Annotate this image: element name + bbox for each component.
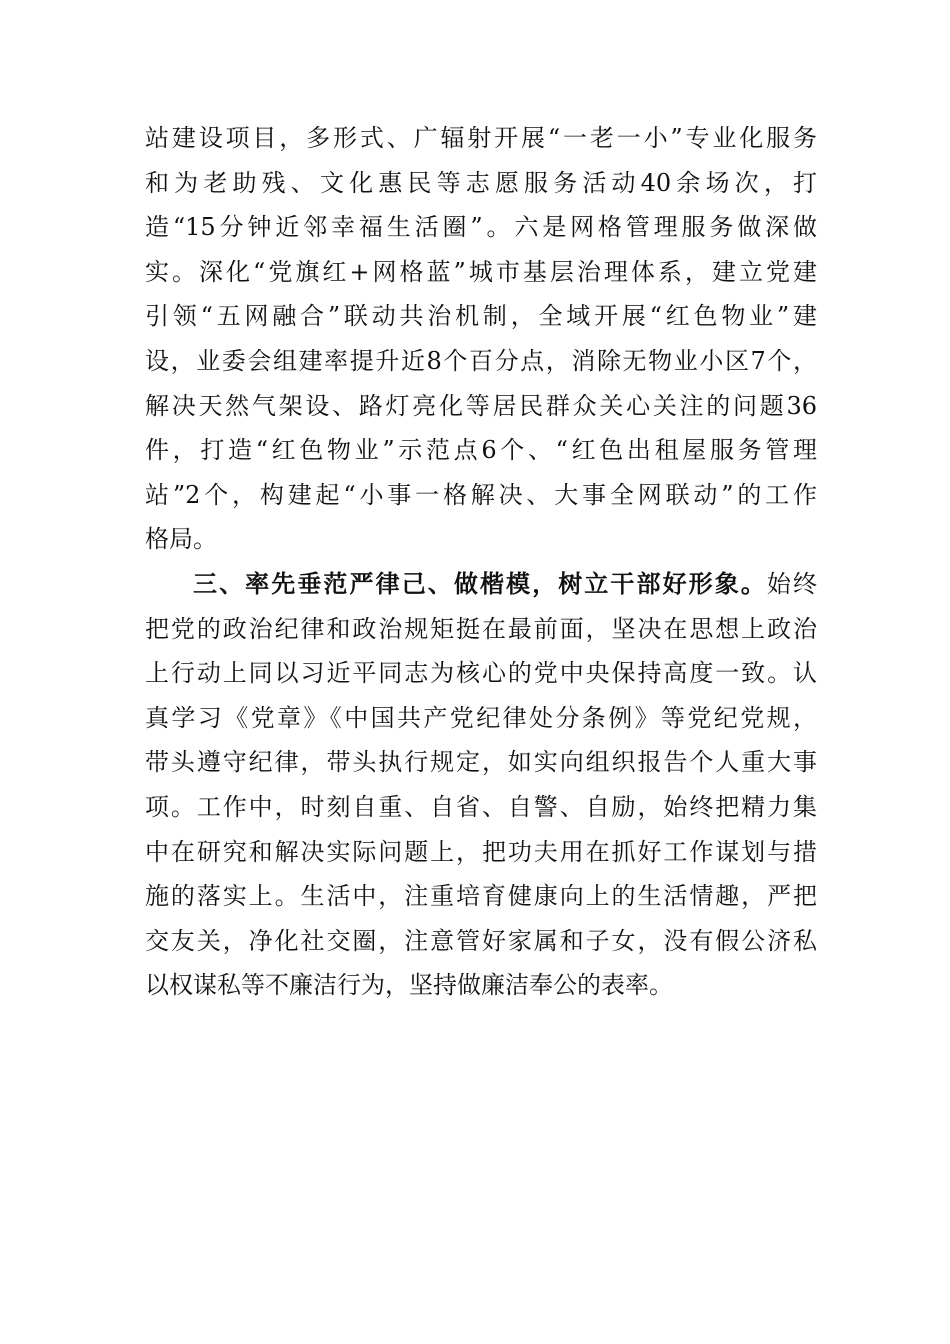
text-line: 把党的政治纪律和政治规矩挺在最前面，坚决在思想上政治	[145, 614, 817, 643]
text-line: 造“15分钟近邻幸福生活圈”。六是网格管理服务做深做	[145, 213, 817, 242]
text-line: 和为老助残、文化惠民等志愿服务活动40余场次，打	[145, 168, 817, 197]
section-heading-line	[145, 562, 817, 607]
text-line: 设，业委会组建率提升近8个百分点，消除无物业小区7个，	[145, 346, 817, 375]
text-line: 以权谋私等不廉洁行为，坚持做廉洁奉公的表率。	[145, 971, 673, 1000]
paragraph-2	[145, 562, 817, 1008]
text-line: 上行动上同以习近平同志为核心的党中央保持高度一致。认	[145, 659, 817, 688]
text-line: 引领“五网融合”联动共治机制，全域开展“红色物业”建	[145, 302, 817, 331]
text-line: 项。工作中，时刻自重、自省、自警、自励，始终把精力集	[145, 792, 817, 821]
text-line: 解决天然气架设、路灯亮化等居民群众关心关注的问题36	[145, 391, 817, 420]
text-line: 站”2个，构建起“小事一格解决、大事全网联动”的工作	[145, 480, 817, 509]
text-line: 格局。	[145, 525, 217, 554]
text-line: 带头遵守纪律，带头执行规定，如实向组织报告个人重大事	[145, 748, 817, 777]
body-text	[145, 116, 817, 1008]
heading-line-rest: 始终	[766, 569, 818, 598]
text-line: 站建设项目，多形式、广辐射开展“一老一小”专业化服务	[145, 124, 817, 152]
text-line: 真学习《党章》《中国共产党纪律处分条例》等党纪党规，	[145, 703, 817, 732]
section-heading: 三、率先垂范严律己、做楷模，树立干部好形象。	[193, 569, 767, 598]
text-line: 中在研究和解决实际问题上，把功夫用在抓好工作谋划与措	[145, 837, 817, 866]
paragraph-1	[145, 116, 817, 562]
text-line: 实。深化“党旗红+网格蓝”城市基层治理体系，建立党建	[145, 257, 817, 286]
text-line: 交友关，净化社交圈，注意管好家属和子女，没有假公济私	[145, 926, 817, 955]
text-line: 施的落实上。生活中，注重培育健康向上的生活情趣，严把	[145, 882, 817, 911]
text-line: 件，打造“红色物业”示范点6个、“红色出租屋服务管理	[145, 436, 817, 465]
